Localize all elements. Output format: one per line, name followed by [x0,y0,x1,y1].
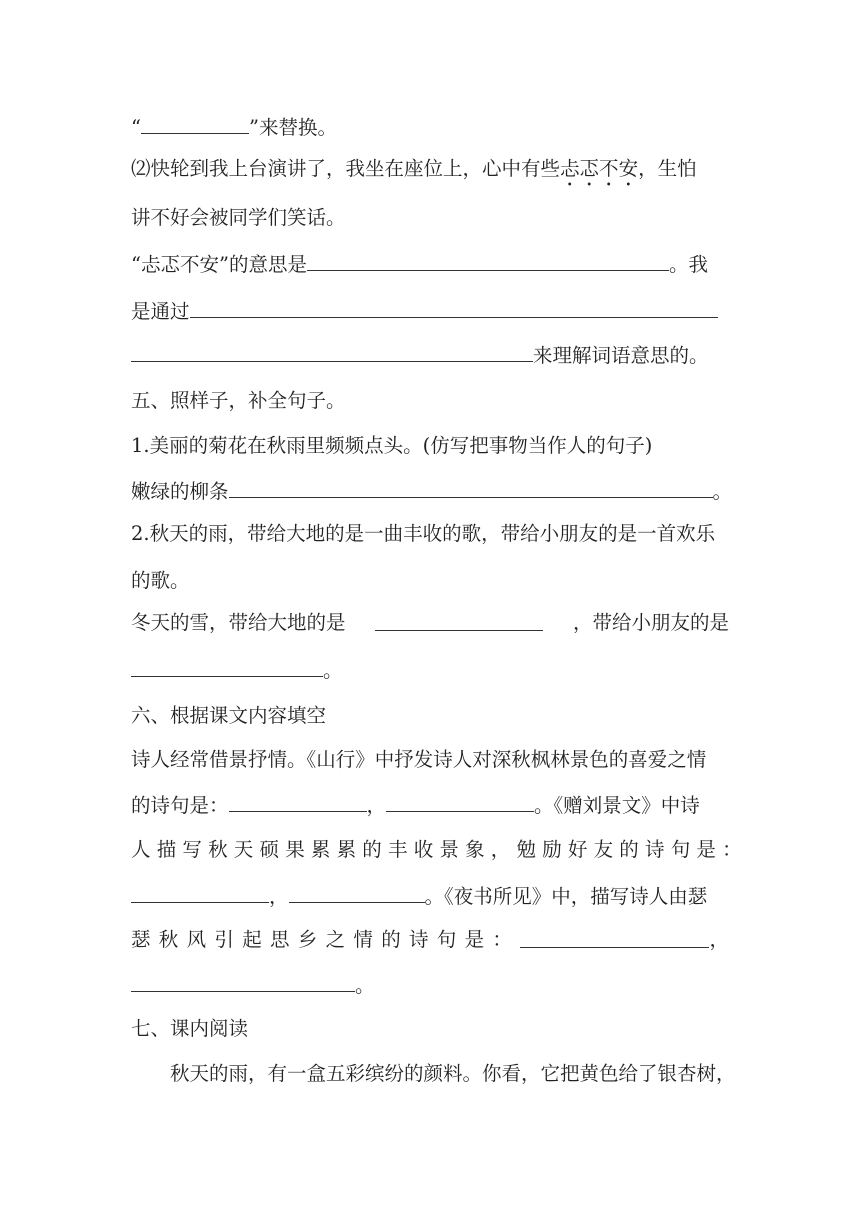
q4-method-line-2: 来理解词语意思的。 [131,341,709,369]
snow-earth-blank[interactable] [375,610,543,631]
replace-answer-blank[interactable] [141,113,249,134]
q4-meaning-line: “忐忑不安”的意思是 。我 [131,250,708,278]
snow-children-blank[interactable] [131,656,323,677]
method-answer-blank-2[interactable] [131,341,533,362]
q5-item-1: 1.美丽的菊花在秋雨里频频点头。(仿写把事物当作人的句子) [131,434,653,457]
section-7-heading: 七、课内阅读 [131,1017,249,1040]
yeshu-blank-2[interactable] [131,971,355,992]
q5-item-2: 2.秋天的雨，带给大地的是一曲丰收的歌，带给小朋友的是一首欢乐 [131,522,716,545]
q6-line-6: 。 [131,971,375,999]
q6-line-3: 人描写秋天硕果累累的丰收景象，勉励好友的诗句是： [131,838,748,861]
q5-item-2-fill-cont: 。 [131,656,343,684]
method-answer-blank-1[interactable] [190,297,718,318]
q5-item-2-fill: 冬天的雪，带给大地的是 ，带给小朋友的是 [131,611,729,634]
q6-line-2: 的诗句是： ， 。《赠刘景文》中诗 [131,791,700,819]
section-5-heading: 五、照样子，补全句子。 [131,389,346,412]
q4-method-line: 是通过 [131,297,718,325]
q4-sentence-2: ⑵快轮到我上台演讲了，我坐在座位上，心中有些忐忑不安，生怕 [131,157,697,180]
q5-item-2-cont: 的歌。 [131,569,190,592]
q4-replace-line: “ ”来替换。 [131,113,337,141]
willow-answer-blank[interactable] [229,477,713,498]
liujingwen-blank-2[interactable] [289,882,425,903]
q4-sentence-2-cont: 讲不好会被同学们笑话。 [131,206,346,229]
meaning-answer-blank[interactable] [307,250,669,271]
shanxing-blank-1[interactable] [229,791,367,812]
yeshu-blank-1[interactable] [520,927,709,948]
dotted-word: 忐忑不安 [560,157,639,180]
q6-line-4: ， 。《夜书所见》中，描写诗人由瑟 [131,882,707,910]
shanxing-blank-2[interactable] [386,791,534,812]
liujingwen-blank-1[interactable] [131,882,269,903]
q6-line-5: 瑟秋风引起思乡之情的诗句是： ， [131,928,729,951]
reading-passage-line: 秋天的雨，有一盒五彩缤纷的颜料。你看，它把黄色给了银杏树， [170,1062,736,1085]
q5-item-1-fill: 嫩绿的柳条 。 [131,477,732,505]
q6-line-1: 诗人经常借景抒情。《山行》中抒发诗人对深秋枫林景色的喜爱之情 [131,748,707,771]
section-6-heading: 六、根据课文内容填空 [131,704,327,727]
